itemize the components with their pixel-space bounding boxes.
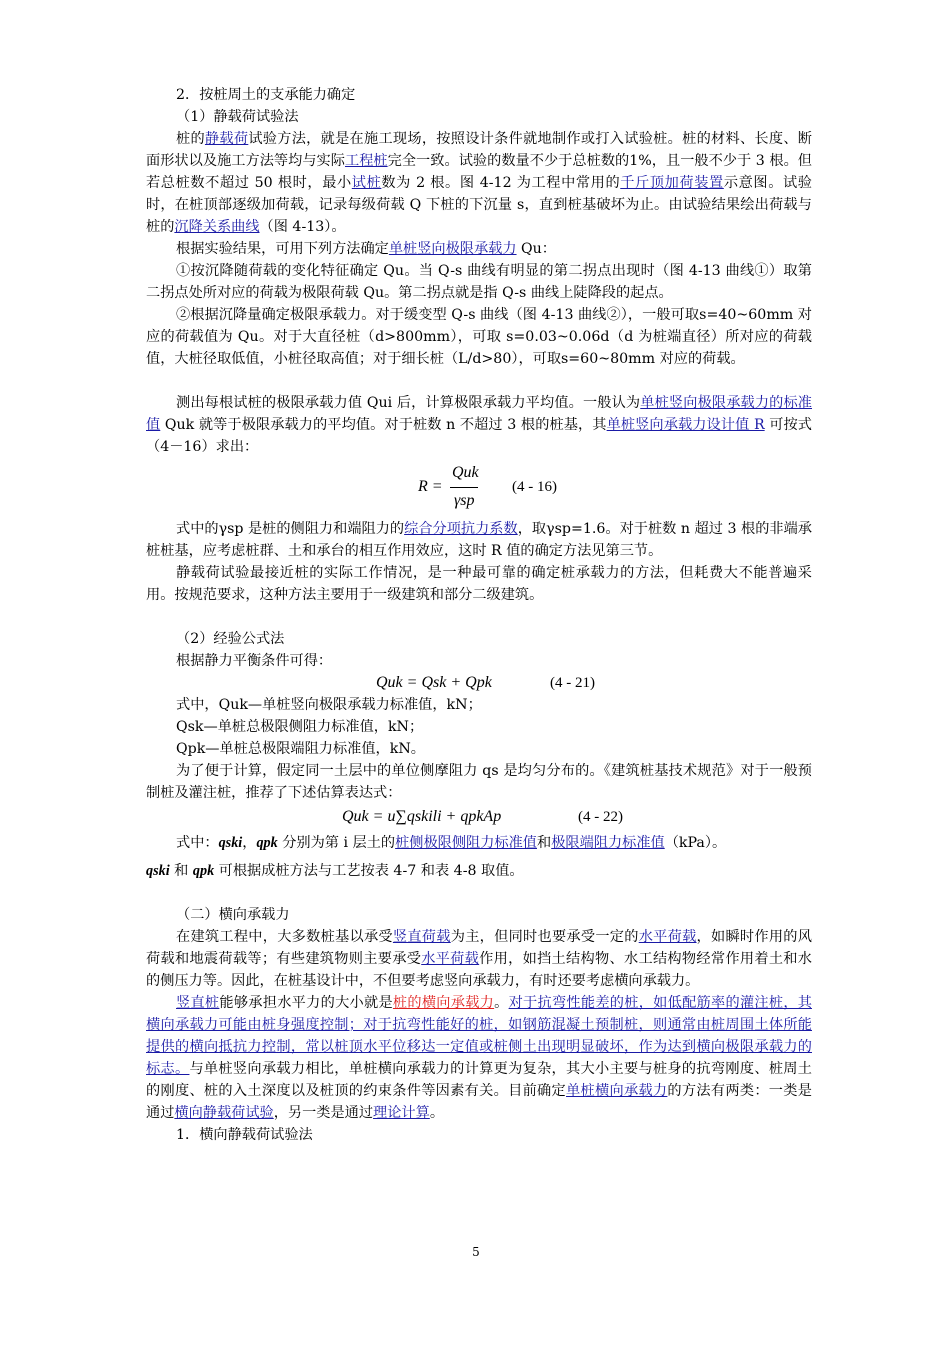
text: 分别为第 i 层土的	[277, 835, 396, 851]
link-lateral-capacity[interactable]: 桩的横向承载力	[392, 995, 495, 1011]
link-side-resistance[interactable]: 桩侧极限侧阻力标准值	[395, 835, 537, 851]
section-heading: 1．横向静载荷试验法	[176, 1127, 313, 1143]
link-resistance-factor[interactable]: 综合分项抗力系数	[404, 521, 518, 537]
text: 试验方法，就是在施工现场，按照设计条件就地制作或打入试验桩。桩的材料、长度、断面形状以及施工方法等均与实际	[146, 131, 812, 169]
text: Quk 就等于极限承载力的平均值。对于桩数 n 不超过 3 根的桩基，其	[160, 417, 607, 433]
paragraph: ①按沉降随荷载的变化特征确定 Qu。当 Q-s 曲线有明显的第二拐点出现时（图 4-13 曲线①）取第二拐点处所对应的荷载为极限荷载 Qu。第二拐点就是指 Q-s 曲线上陡降段的起点。	[146, 263, 812, 301]
link-theory-calc[interactable]: 理论计算	[373, 1105, 430, 1121]
formula-4-16	[146, 462, 812, 514]
link-settlement-curve[interactable]: 沉降关系曲线	[174, 219, 260, 235]
formula-lhs: R =	[418, 478, 443, 495]
fraction-bar	[450, 487, 478, 488]
text: （图 4-13）。	[259, 219, 346, 235]
section-heading: 2．按桩周土的支承能力确定	[176, 87, 356, 103]
paragraph	[146, 992, 812, 1124]
text: ，取γsp=1.6。对于桩数 n 超过 3 根的非端承桩桩基，应考虑桩群、土和承台的相互作用效应，这时 R 值的确定方法见第三节。	[146, 521, 812, 559]
link-test-pile[interactable]: 试桩	[351, 175, 382, 191]
paragraph	[146, 856, 812, 886]
text: 可按式（4－16）求出：	[146, 417, 812, 455]
text: ，另一类是通过	[273, 1105, 374, 1121]
text: Qu：	[516, 241, 556, 257]
text: 与单桩竖向承载力相比，单桩横向承载力的计算更为复杂，其大小主要与桩身的抗弯刚度、桩周土的刚度、桩的入土深度以及桩顶的约束条件等因素有关。目前确定	[146, 1061, 812, 1099]
text: 作用，如挡土结构物、水工结构物经常作用着土和水的侧压力等。因此，在桩基设计中，不但要考虑竖向承载力，有时还要考虑横向承载力。	[146, 951, 812, 989]
formula-number: (4 - 22)	[578, 809, 623, 825]
variable: qski	[218, 835, 243, 851]
text: 完全一致。试验的数量不少于总桩数的1%，且一般不少于 3 根。但若总桩数不超过 50 根时，最小	[146, 153, 812, 191]
link-design-value[interactable]: 单桩竖向承载力设计值 R	[606, 417, 765, 433]
spacer	[146, 886, 812, 904]
formula-denominator: γsp	[454, 492, 475, 509]
text: 。	[494, 995, 509, 1011]
link-vertical-load[interactable]: 竖直荷载	[392, 929, 451, 945]
subsection-heading: （二）横向承载力	[176, 907, 290, 923]
text: ，如瞬时作用的风荷载和地震荷载等；有些建筑物则主要承受	[146, 929, 812, 967]
formula-number: (4 - 21)	[550, 675, 595, 691]
page-number: 5	[472, 1245, 480, 1259]
definition-item: Qpk—单桩总极限端阻力标准值，kN。	[176, 741, 425, 757]
text: 在建筑工程中，大多数桩基以承受	[176, 929, 393, 945]
formula-expression: Quk = Qsk + Qpk	[376, 674, 492, 691]
paragraph: 静载荷试验最接近桩的实际工作情况，是一种最可靠的确定桩承载力的方法，但耗费大不能普遍采用。按规范要求，这种方法主要用于一级建筑和部分二级建筑。	[146, 565, 812, 603]
link-horizontal-load-2[interactable]: 水平荷载	[421, 951, 480, 967]
subsection-heading: （1）静载荷试验法	[176, 109, 299, 125]
formula-4-22	[146, 804, 812, 830]
formula-numerator: Quk	[452, 464, 479, 481]
link-static-load[interactable]: 静载荷	[204, 131, 249, 147]
text: 示意图。试验时，在桩顶部逐级加荷载，记录每级荷载 Q 下桩的下沉量 s，直到桩基破坏为止。由试验结果绘出荷载与桩的	[146, 175, 812, 235]
text: 和	[169, 863, 193, 879]
text: 根据实验结果，可用下列方法确定	[176, 241, 389, 257]
paragraph: 为了便于计算，假定同一土层中的单位侧摩阻力 qs 是均匀分布的。《建筑桩基技术规范》对于一般预制桩及灌注桩，推荐了下述估算表达式：	[146, 763, 812, 801]
formula-number: (4 - 16)	[512, 479, 557, 495]
variable: qpk	[192, 863, 215, 879]
link-flexural-explanation[interactable]: 对于抗弯性能差的桩，如低配筋率的灌注桩，其横向承载力可能由桩身强度控制；对于抗弯性能好的桩，如钢筋混凝土预制桩，则通常由桩周围土体所能提供的横向抵抗力控制，常以桩顶水平位移达一定值或桩侧土出现明显破坏，作为达到横向极限承载力的标志。	[146, 995, 812, 1077]
text: 桩的	[176, 131, 205, 147]
link-engineering-pile[interactable]: 工程桩	[344, 153, 388, 169]
paragraph	[146, 128, 812, 238]
subsection-heading: （2）经验公式法	[176, 631, 285, 647]
spacer	[146, 606, 812, 628]
link-standard-value[interactable]: 单桩竖向极限承载力的标准值	[146, 395, 812, 433]
link-single-pile-lateral[interactable]: 单桩横向承载力	[566, 1083, 668, 1099]
variable: qski	[146, 863, 170, 879]
paragraph: 根据静力平衡条件可得：	[176, 653, 333, 669]
paragraph	[146, 830, 812, 856]
text: 可根据成桩方法与工艺按表 4-7 和表 4-8 取值。	[214, 863, 524, 879]
paragraph	[146, 926, 812, 992]
text: 测出每根试桩的极限承载力值 Qui 后，计算极限承载力平均值。一般认为	[176, 395, 641, 411]
text: 的方法有两类：一类是通过	[146, 1083, 812, 1121]
variable: qpk	[256, 835, 278, 851]
text: 数为 2 根。图 4-12 为工程中常用的	[381, 175, 621, 191]
formula-4-21	[146, 672, 812, 694]
document-body	[146, 84, 812, 1146]
paragraph: ②根据沉降量确定极限承载力。对于缓变型 Q-s 曲线（图 4-13 曲线②），一般可取s=40~60mm 对应的荷载值为 Qu。对于大直径桩（d>800mm），可取 s=0.03~0.06d（d 为桩端直径）所对应的荷载值，大桩径取低值，小桩径取高值；对于细长桩（L/d>80），可取s=60~80mm 对应的荷载。	[146, 307, 812, 367]
text: 。	[429, 1105, 445, 1121]
definition-item: 式中，Quk—单桩竖向极限承载力标准值，kN；	[176, 697, 482, 713]
paragraph	[146, 392, 812, 458]
text: （kPa）。	[664, 835, 727, 851]
text: 为主，但同时也要承受一定的	[450, 929, 639, 945]
text: ，	[242, 835, 257, 851]
paragraph	[146, 238, 812, 260]
link-ultimate-capacity[interactable]: 单桩竖向极限承载力	[388, 241, 517, 257]
text: 式中的γsp 是桩的侧阻力和端阻力的	[176, 521, 405, 537]
definition-item: Qsk—单桩总极限侧阻力标准值，kN；	[176, 719, 424, 735]
formula-expression: Quk = u∑qskili + qpkAp	[342, 808, 502, 825]
text: 能够承担水平力的大小就是	[219, 995, 393, 1011]
link-lateral-static-test[interactable]: 横向静载荷试验	[174, 1105, 274, 1121]
link-vertical-pile[interactable]: 竖直桩	[176, 995, 220, 1011]
link-horizontal-load[interactable]: 水平荷载	[638, 929, 697, 945]
text: 和	[537, 835, 552, 851]
link-jack-loading[interactable]: 千斤顶加荷装置	[620, 175, 724, 191]
spacer	[146, 370, 812, 392]
paragraph	[146, 518, 812, 562]
text: 式中：	[176, 835, 219, 851]
link-end-resistance[interactable]: 极限端阻力标准值	[551, 835, 665, 851]
